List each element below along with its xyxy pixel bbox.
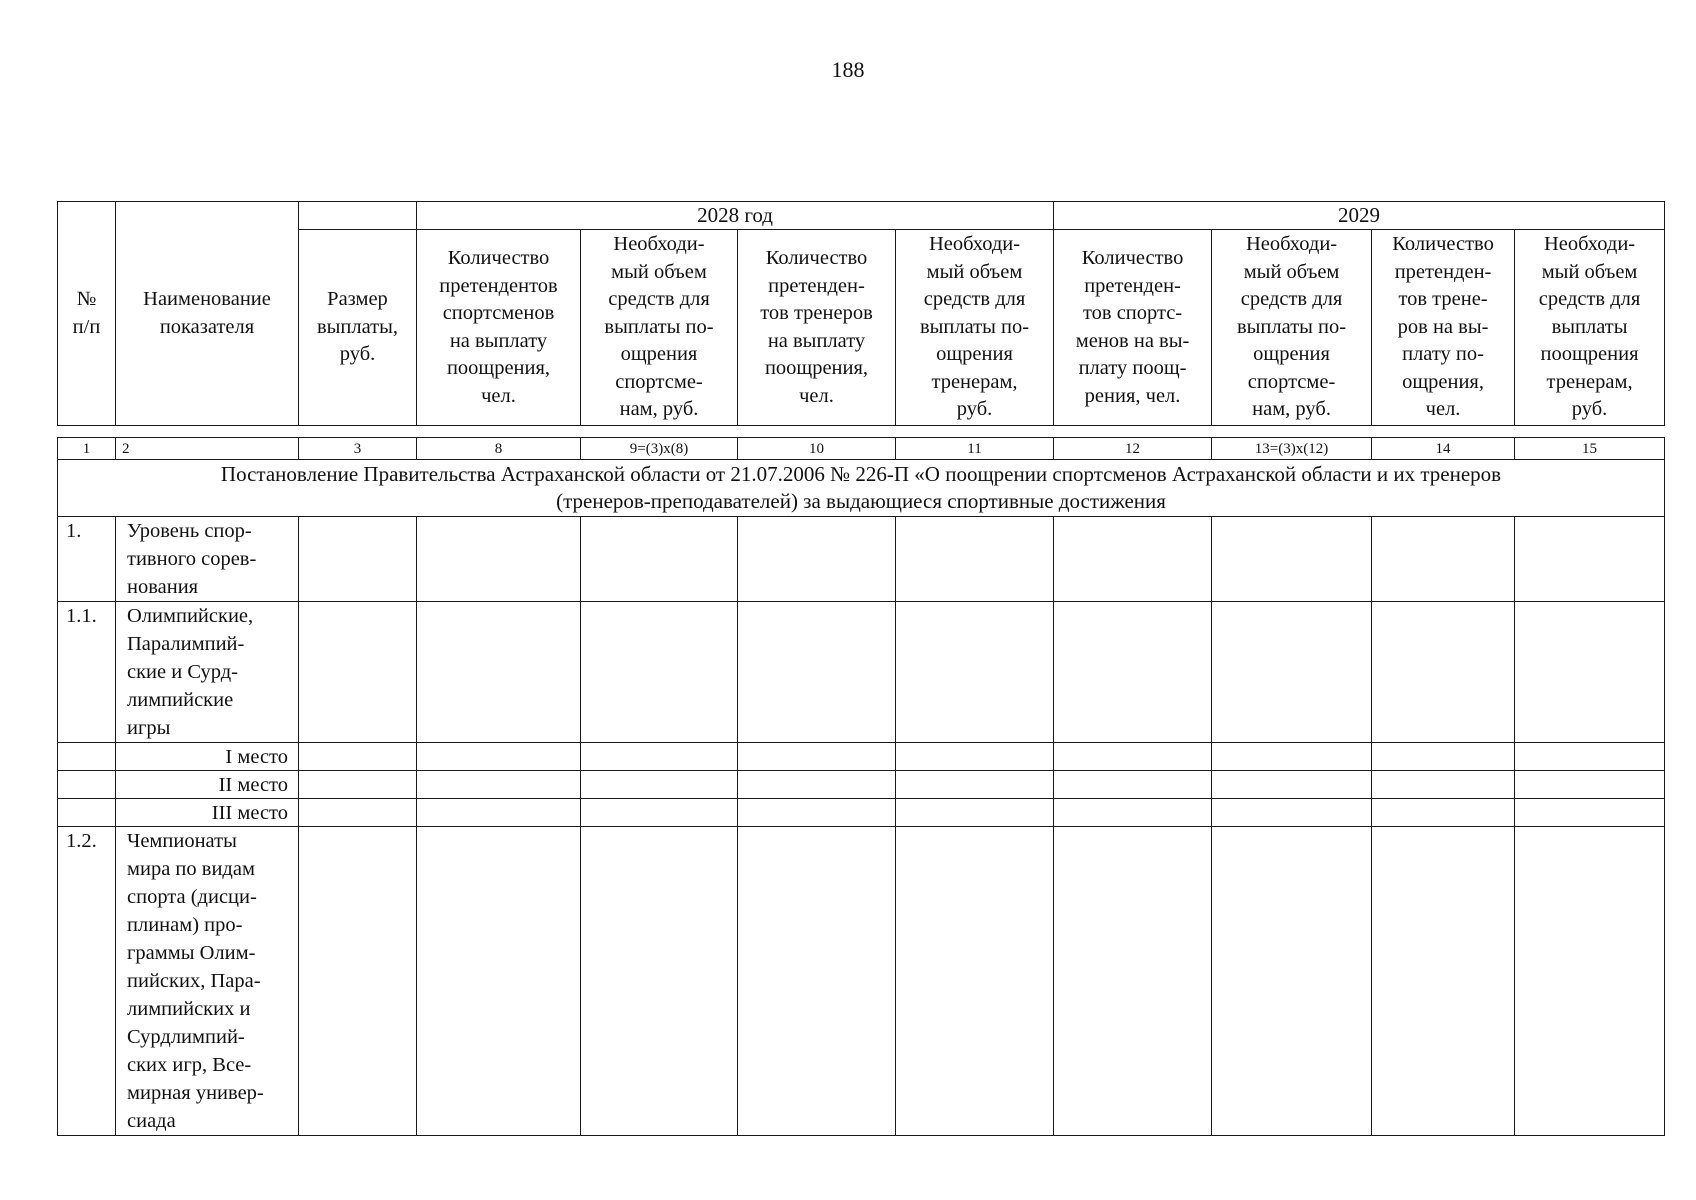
header-blank (299, 202, 417, 230)
header-no: № п/п (58, 202, 116, 426)
page-number: 188 (831, 57, 865, 82)
row-name: Олимпийские, Паралимпий- ские и Сурд- лимпийские игры (116, 602, 299, 743)
header-year-2029: 2029 (1054, 202, 1665, 230)
table-row (58, 517, 1665, 602)
row-number: 1.1. (58, 602, 116, 743)
row-number (58, 771, 116, 799)
header-col-10: Количество претенден- тов тренеров на выплату поощрения, чел. (738, 230, 896, 426)
section-row (58, 460, 1665, 517)
colnum-3: 3 (299, 438, 417, 460)
colnum-8: 8 (417, 438, 581, 460)
row-name: Уровень спор- тивного сорев- нования (116, 517, 299, 602)
header-col-11: Необходи- мый объем средств для выплаты по- ощрения тренерам, руб. (896, 230, 1054, 426)
body-table (57, 437, 1665, 1136)
table-row (58, 602, 1665, 743)
header-col-12: Количество претенден- тов спортс- менов на вы- плату поощ- рения, чел. (1054, 230, 1212, 426)
row-number: 1.2. (58, 827, 116, 1136)
colnum-2: 2 (116, 438, 299, 460)
row-place: II место (116, 771, 299, 799)
colnum-14: 14 (1372, 438, 1515, 460)
colnum-13: 13=(3)x(12) (1212, 438, 1372, 460)
colnum-11: 11 (896, 438, 1054, 460)
header-col-14: Количество претенден- тов трене- ров на вы- плату по- ощрения, чел. (1372, 230, 1515, 426)
table-row (58, 743, 1665, 771)
colnum-12: 12 (1054, 438, 1212, 460)
header-year-2028: 2028 год (417, 202, 1054, 230)
header-col-8: Количество претендентов спортсменов на выплату поощрения, чел. (417, 230, 581, 426)
table-row (58, 799, 1665, 827)
row-name: Чемпионаты мира по видам спорта (дисци- плинам) про- граммы Олим- пийских, Пара- лимпийских и Сурдлимпий- ских игр, Все- мирная универ- сиада (116, 827, 299, 1136)
header-col-3: Размер выплаты, руб. (299, 230, 417, 426)
header-col-15: Необходи- мый объем средств для выплаты поощрения тренерам, руб. (1515, 230, 1665, 426)
row-number: 1. (58, 517, 116, 602)
table-row (58, 827, 1665, 1136)
header-name: Наименование показателя (116, 202, 299, 426)
row-place: III место (116, 799, 299, 827)
header-col-13: Необходи- мый объем средств для выплаты по- ощрения спортсме- нам, руб. (1212, 230, 1372, 426)
row-number (58, 799, 116, 827)
colnum-1: 1 (58, 438, 116, 460)
column-numbers-row (58, 438, 1665, 460)
colnum-10: 10 (738, 438, 896, 460)
header-col-9: Необходи- мый объем средств для выплаты по- ощрения спортсме- нам, руб. (581, 230, 738, 426)
colnum-9: 9=(3)x(8) (581, 438, 738, 460)
section-title: Постановление Правительства Астраханской области от 21.07.2006 № 226-П «О поощрении спортсменов Астраханской области и их тренеров (тренеров-преподавателей) за выдающиеся спортивные достижения (58, 460, 1665, 517)
row-place: I место (116, 743, 299, 771)
colnum-15: 15 (1515, 438, 1665, 460)
row-number (58, 743, 116, 771)
header-table (57, 201, 1665, 426)
table-row (58, 771, 1665, 799)
